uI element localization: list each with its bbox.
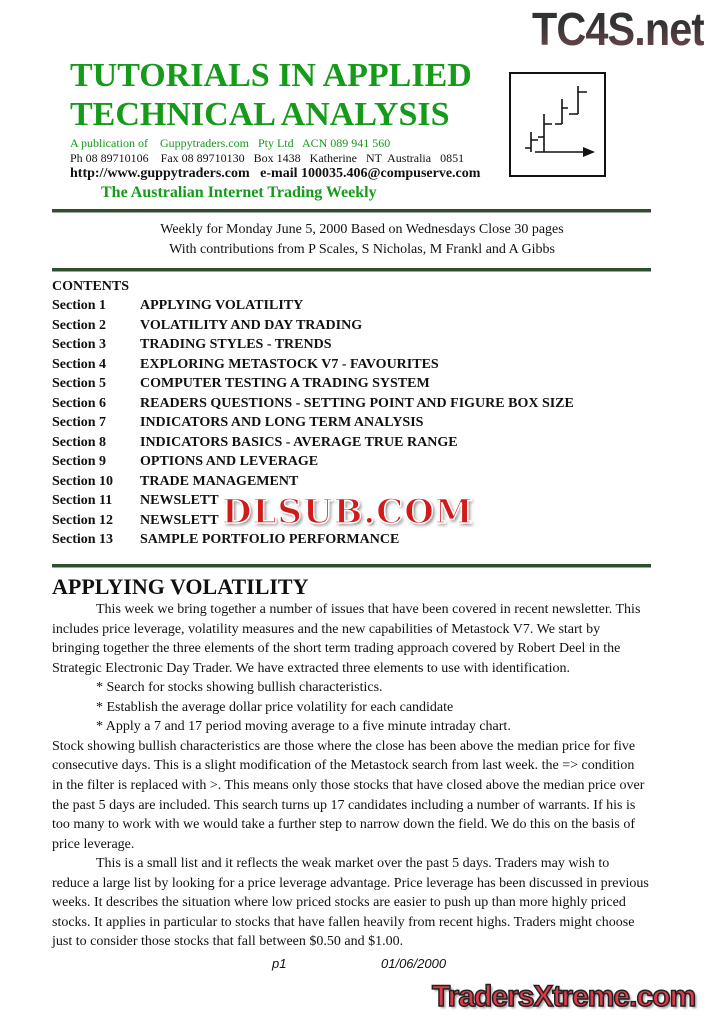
section-title: INDICATORS BASICS - AVERAGE TRUE RANGE (140, 434, 458, 450)
section-number: Section 2 (52, 317, 107, 333)
article-line: stocks. It applies in particular to stocks that have fallen heavily from recent highs. Traders might choose (52, 914, 635, 930)
article-line: too many to work with we would take a further step to narrow down the field. We do this on the basis of (52, 817, 635, 833)
weekly-info: Weekly for Monday June 5, 2000 Based on Wednesdays Close 30 pages (160, 222, 564, 237)
section-number: Section 6 (52, 395, 107, 411)
section-title: INDICATORS AND LONG TERM ANALYSIS (140, 415, 424, 430)
section-number: Section 7 (52, 415, 107, 430)
web-email-line: http://www.guppytraders.com e-mail 100035.406@compuserve.com (70, 166, 481, 181)
watermark-tradersxtreme: TradersXtreme.com (432, 980, 696, 1013)
contents-item (52, 318, 362, 334)
section-number: Section 4 (52, 356, 107, 372)
section-title: TRADING STYLES - TRENDS (140, 337, 332, 352)
title-line-1: TUTORIALS IN APPLIED (70, 57, 472, 94)
article-line: in the filter is replaced with >. This means only those stocks that have closed above the median price over (52, 777, 645, 793)
article-line: This week we bring together a number of issues that have been covered in recent newsletter. This (96, 602, 641, 617)
article-line: just to consider those stocks that fall between $0.50 and $1.00. (52, 934, 404, 950)
section-title: SAMPLE PORTFOLIO PERFORMANCE (140, 532, 400, 547)
watermark-dlsub: DLSUB.COM (222, 492, 474, 532)
divider (52, 209, 651, 213)
section-title: NEWSLETT (140, 493, 219, 508)
page-number: p1 (272, 956, 287, 971)
section-number: Section 5 (52, 376, 107, 391)
article-line: Strategic Electronic Day Trader. We have extracted three elements to use with identification. (52, 660, 570, 676)
article-line: This is a small list and it reflects the weak market over the past 5 days. Traders may wish to (96, 856, 610, 872)
contents-item (52, 415, 423, 431)
contents-item (52, 454, 318, 470)
section-number: Section 10 (52, 473, 114, 489)
section-number: Section 8 (52, 434, 107, 450)
newsletter-title (70, 56, 472, 134)
article-line: * Apply a 7 and 17 period moving average to a five minute intraday chart. (96, 719, 511, 735)
step-chart-arrow-icon (511, 74, 604, 175)
section-title: READERS QUESTIONS - SETTING POINT AND FIGURE BOX SIZE (140, 395, 574, 411)
section-number: Section 9 (52, 454, 107, 469)
contents-item (52, 396, 574, 412)
article-line: consecutive days. This is a slight modification of the Metastock search from last week. the => condition (52, 758, 635, 774)
article-line: includes price leverage, volatility measures and the new capabilities of Metastock V7. We start by (52, 621, 601, 637)
title-line-2: TECHNICAL ANALYSIS (70, 96, 450, 133)
article-line: reduce a large list by looking for a price leverage advantage. Price leverage has been discussed in previous (52, 875, 649, 891)
section-number: Section 12 (52, 512, 114, 528)
contents-item (52, 357, 439, 373)
contents-item (52, 513, 219, 529)
section-title: NEWSLETT (140, 512, 219, 528)
contents-item (52, 474, 298, 490)
article-line: * Establish the average dollar price volatility for each candidate (96, 699, 454, 715)
logo (509, 72, 606, 177)
contents-heading: CONTENTS (52, 279, 130, 294)
section-title: APPLYING VOLATILITY (140, 298, 304, 313)
section-number: Section 13 (52, 532, 114, 547)
article-heading: APPLYING VOLATILITY (52, 574, 309, 599)
section-title: VOLATILITY AND DAY TRADING (140, 317, 363, 333)
contents-item (52, 435, 458, 451)
watermark-tc4s: TC4S.net (532, 3, 705, 55)
contents-item (52, 376, 430, 392)
article-line: weeks. It describes the situation where low priced stocks are easier to push up than more highly priced (52, 895, 626, 911)
section-number: Section 3 (52, 337, 107, 352)
section-title: TRADE MANAGEMENT (140, 473, 299, 489)
contributors: With contributions from P Scales, S Nicholas, M Frankl and A Gibbs (169, 242, 555, 257)
divider (52, 268, 651, 272)
section-number: Section 1 (52, 298, 107, 313)
tagline: The Australian Internet Trading Weekly (101, 184, 377, 201)
article-line: Stock showing bullish characteristics are those where the close has been above the median price for five (52, 738, 636, 754)
article-line: price leverage. (52, 836, 135, 852)
publisher-line: A publication of Guppytraders.com Pty Ltd ACN 089 941 560 (70, 136, 391, 150)
contents-item (52, 298, 303, 314)
article-line: * Search for stocks showing bullish characteristics. (96, 680, 383, 696)
contact-line: Ph 08 89710106 Fax 08 89710130 Box 1438 Katherine NT Australia 0851 (70, 151, 465, 165)
article-line: bringing together the three elements of the short term trading approach covered by Robert Deel in the (52, 641, 621, 657)
contents-item (52, 337, 332, 353)
divider (52, 564, 651, 568)
section-title: COMPUTER TESTING A TRADING SYSTEM (140, 376, 430, 391)
article-line: the past 5 days are included. This search turns up 17 candidates including a number of warrants. If his is (52, 797, 636, 813)
section-title: OPTIONS AND LEVERAGE (140, 454, 319, 469)
contents-item (52, 532, 399, 548)
footer-date: 01/06/2000 (381, 956, 447, 971)
section-title: EXPLORING METASTOCK V7 - FAVOURITES (140, 356, 439, 372)
section-number: Section 11 (52, 493, 113, 508)
contents-item (52, 493, 219, 509)
